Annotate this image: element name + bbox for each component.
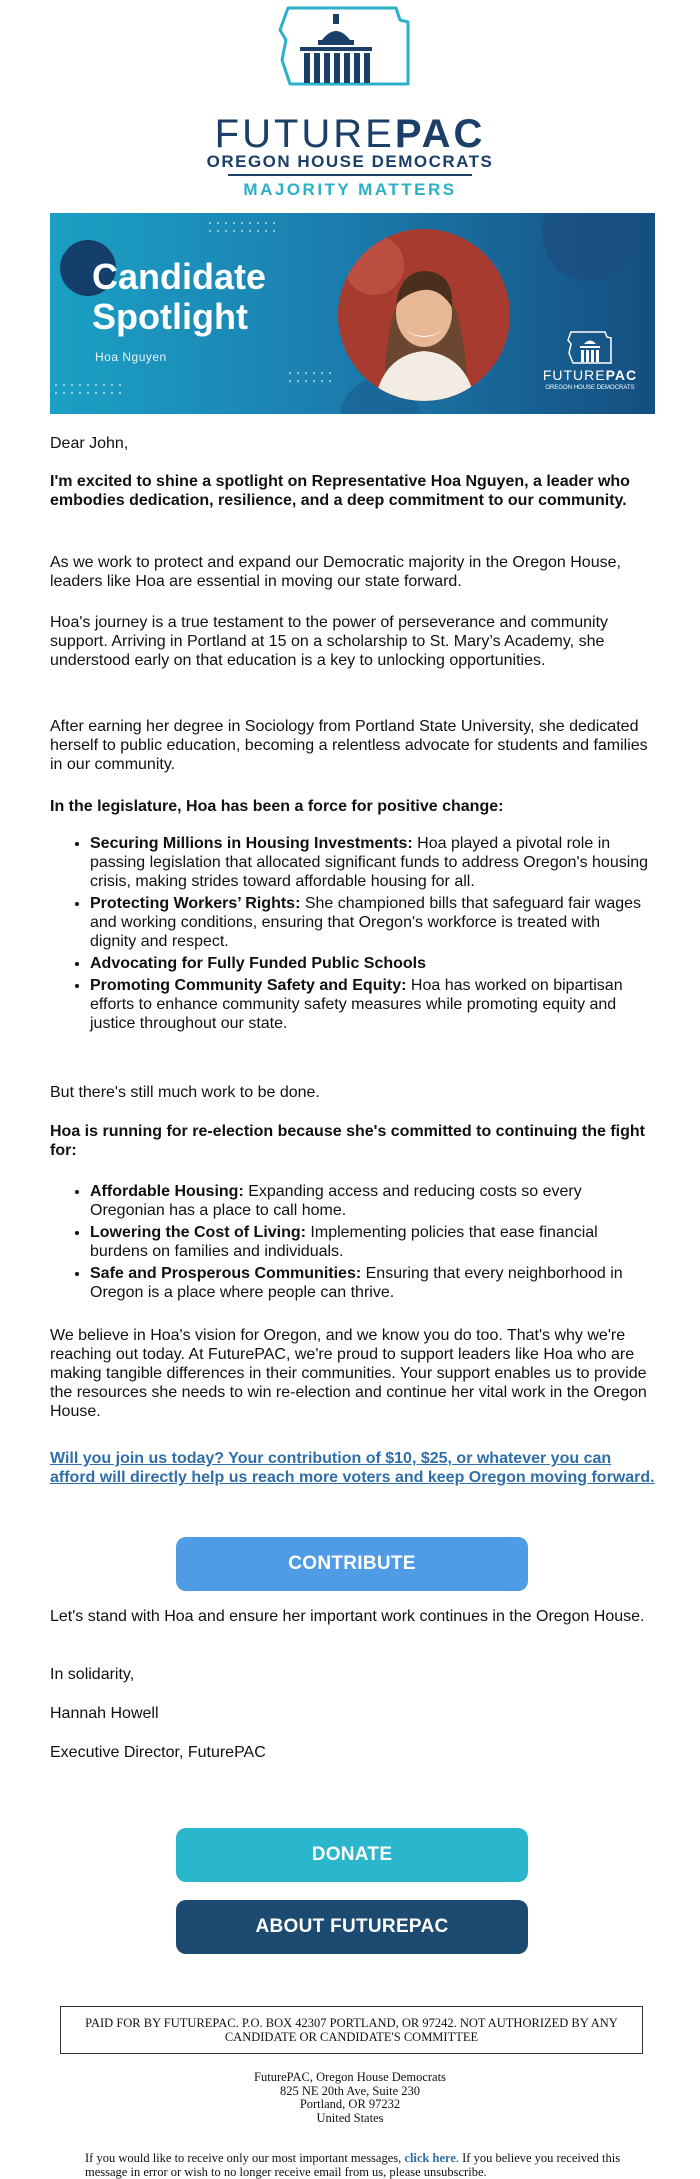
preferences-link[interactable]: click here <box>404 2151 456 2165</box>
list-item: • Promoting Community Safety and Equity: Hoa has worked on bipartisan efforts to enhance community safety measures while promoting equity and justice throughout our state. <box>90 976 650 1033</box>
futurepac-logo <box>0 0 700 208</box>
contribute-button[interactable]: CONTRIBUTE <box>176 1537 528 1591</box>
brand-tagline: MAJORITY MATTERS <box>243 180 457 199</box>
more-work-text: But there's still much work to be done. <box>50 1084 320 1101</box>
paragraph-journey: Hoa's journey is a true testament to the power of perseverance and community support. Arriving in Portland at 15 on a scholarship to St. Mary’s Academy, she understood early on that education is a key to unlocking opportunities. <box>50 614 609 669</box>
banner-logo-wordmark: FUTUREPAC <box>542 367 638 383</box>
list-item: • Advocating for Fully Funded Public Schools <box>90 954 650 973</box>
candidate-photo <box>334 225 514 405</box>
unsubscribe-note: If you would like to receive only our most important messages, click here. If you believe you received this message in error or wish to no longer receive email from us, please unsubscribe. <box>85 2151 621 2179</box>
list-item: • Affordable Housing: Expanding access and reducing costs so every Oregonian has a place to call home. <box>90 1182 650 1220</box>
paid-for-disclaimer: PAID FOR BY FUTUREPAC. P.O. BOX 42307 PORTLAND, OR 97242. NOT AUTHORIZED BY ANY CANDIDATE OR CANDIDATE'S COMMITTEE <box>60 2006 643 2054</box>
candidate-spotlight-banner <box>50 213 655 414</box>
paragraph-majority: As we work to protect and expand our Democratic majority in the Oregon House, leaders like Hoa are essential in moving our state forward. <box>50 554 621 590</box>
mailing-address: FuturePAC, Oregon House Democrats 825 NE 20th Ave, Suite 230 Portland, OR 97232 United States <box>254 2070 446 2125</box>
closing-paragraph: Let's stand with Hoa and ensure her important work continues in the Oregon House. <box>50 1608 645 1625</box>
banner-logo-icon <box>565 329 615 365</box>
priorities-list <box>50 1182 650 1305</box>
contribution-link[interactable]: Will you join us today? Your contribution of $10, $25, or whatever you can afford will directly help us reach more voters and keep Oregon moving forward. <box>50 1450 655 1486</box>
list-item: • Lowering the Cost of Living: Implementing policies that ease financial burdens on families and individuals. <box>90 1223 650 1261</box>
oregon-capitol-icon <box>230 0 470 110</box>
list-item: • Protecting Workers’ Rights: She championed bills that safeguard fair wages and working conditions, ensuring that Oregon's workforce is treated with dignity and respect. <box>90 894 650 951</box>
signer-title: Executive Director, FuturePAC <box>50 1744 266 1761</box>
signoff: In solidarity, <box>50 1666 135 1683</box>
signer-name: Hannah Howell <box>50 1705 159 1722</box>
donate-button[interactable]: DONATE <box>176 1828 528 1882</box>
greeting: Dear John, <box>50 435 129 452</box>
banner-candidate-name: Hoa Nguyen <box>95 350 167 364</box>
list-item: • Securing Millions in Housing Investments: Hoa played a pivotal role in passing legislation that allocated significant funds to address Oregon's housing crisis, making strides toward affordable housing for all. <box>90 834 650 891</box>
legislature-heading: In the legislature, Hoa has been a force for positive change: <box>50 798 504 815</box>
paragraph-support: We believe in Hoa's vision for Oregon, and we know you do too. That's why we're reaching out today. At FuturePAC, we're proud to support leaders like Hoa who are making tangible differences in their communities. Your support enables us to provide the resources she needs to win re-election and continue her vital work in the Oregon House. <box>50 1327 647 1420</box>
paragraph-education: After earning her degree in Sociology from Portland State University, she dedicated herself to public education, becoming a relentless advocate for students and families in our community. <box>50 718 648 773</box>
brand-wordmark: FUTUREPAC <box>214 112 486 156</box>
about-futurepac-button[interactable]: ABOUT FUTUREPAC <box>176 1900 528 1954</box>
list-item: • Safe and Prosperous Communities: Ensuring that every neighborhood in Oregon is a place where people can thrive. <box>90 1264 650 1302</box>
banner-title: Candidate Spotlight <box>92 256 267 337</box>
brand-divider <box>228 174 472 176</box>
intro-paragraph: I'm excited to shine a spotlight on Representative Hoa Nguyen, a leader who embodies dedication, resilience, and a deep commitment to our community. <box>50 473 630 509</box>
brand-subtitle: OREGON HOUSE DEMOCRATS <box>206 152 494 171</box>
reelection-heading: Hoa is running for re-election because she's committed to continuing the fight for: <box>50 1123 645 1159</box>
banner-logo-subtitle: OREGON HOUSE DEMOCRATS <box>545 385 635 391</box>
achievements-list <box>50 834 650 1036</box>
